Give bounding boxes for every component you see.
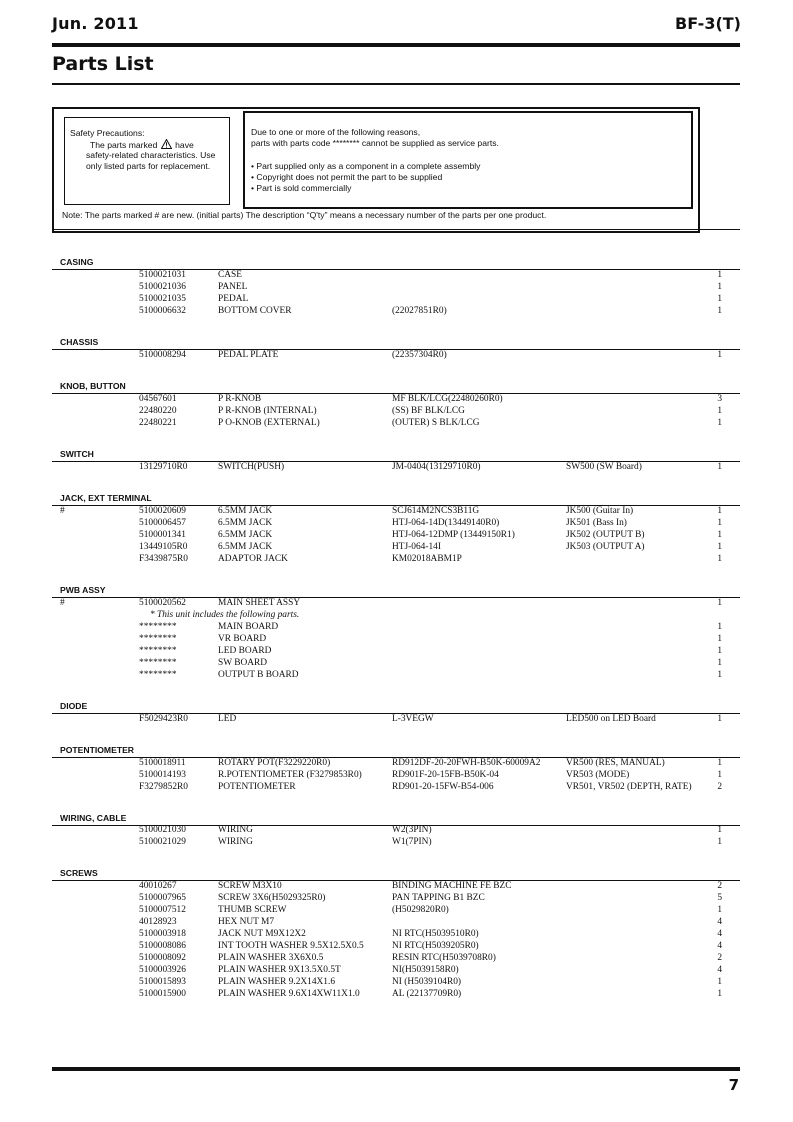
part-row	[0, 836, 793, 848]
part-description: PLAIN WASHER 9X13.5X0.5T	[218, 965, 341, 975]
part-row	[0, 940, 793, 952]
part-row	[0, 928, 793, 940]
part-code: 5100020609	[139, 506, 186, 516]
part-description: ADAPTOR JACK	[218, 554, 288, 564]
safety-title: Safety Precautions:	[70, 128, 145, 138]
part-row	[0, 657, 793, 669]
part-description: 6.5MM JACK	[218, 518, 273, 528]
part-quantity: 1	[717, 294, 722, 304]
part-code: 13129710R0	[139, 462, 188, 472]
part-code: ********	[139, 622, 177, 632]
part-spec: (OUTER) S BLK/LCG	[392, 418, 480, 428]
part-spec: NI RTC(H5039510R0)	[392, 929, 479, 939]
part-row	[0, 305, 793, 317]
title-rule	[52, 83, 740, 85]
part-code: 5100006457	[139, 518, 186, 528]
part-row	[0, 713, 793, 725]
new-parts-note: Note: The parts marked # are new. (initial parts) The description “Q'ty” means a necessary number of the parts per one product.	[62, 210, 547, 220]
part-description: PANEL	[218, 282, 248, 292]
part-description: P R-KNOB	[218, 394, 262, 404]
part-quantity: 4	[717, 941, 722, 951]
reasons-line-1: Due to one or more of the following reasons,	[251, 127, 421, 137]
part-location: SW500 (SW Board)	[566, 462, 642, 472]
part-code: 5100008092	[139, 953, 186, 963]
part-description: SCREW 3X6(H5029325R0)	[218, 893, 326, 903]
part-quantity: 1	[717, 530, 722, 540]
notice-box	[52, 107, 700, 233]
part-spec: SCJ614M2NCS3B11G	[392, 506, 480, 516]
header-rule	[52, 43, 740, 47]
part-row	[0, 669, 793, 681]
part-code: 5100003918	[139, 929, 186, 939]
part-row	[0, 880, 793, 892]
part-row	[0, 952, 793, 964]
part-code: ********	[139, 634, 177, 644]
part-quantity: 1	[717, 670, 722, 680]
part-code: 5100003926	[139, 965, 186, 975]
safety-line-2: safety-related characteristics. Use	[86, 150, 216, 160]
part-description: LED BOARD	[218, 646, 272, 656]
part-code: 5100021035	[139, 294, 186, 304]
part-row	[0, 417, 793, 429]
part-row	[0, 553, 793, 565]
part-spec: W1(7PIN)	[392, 837, 432, 847]
part-location: JK500 (Guitar In)	[566, 506, 634, 516]
section-title: SWITCH	[60, 449, 94, 459]
section-title: DIODE	[60, 701, 88, 711]
reason-item: • Part is sold commercially	[251, 183, 352, 193]
part-row	[0, 964, 793, 976]
section-title: KNOB, BUTTON	[60, 381, 126, 391]
new-part-mark: #	[60, 506, 65, 516]
reasons-list	[251, 161, 480, 194]
part-description: R.POTENTIOMETER (F3279853R0)	[218, 770, 362, 780]
page-number: 7	[728, 1076, 739, 1094]
part-description: 6.5MM JACK	[218, 506, 273, 516]
safety-line-1a: The parts marked	[90, 140, 158, 150]
part-spec: NI (H5039104R0)	[392, 977, 462, 987]
part-location: VR503 (MODE)	[566, 770, 630, 780]
part-spec: HTJ-064-14I	[392, 542, 441, 552]
part-description: PLAIN WASHER 3X6X0.5	[218, 953, 324, 963]
part-quantity: 3	[717, 394, 722, 404]
part-spec: HTJ-064-14D(13449140R0)	[392, 518, 500, 528]
part-spec: HTJ-064-12DMP (13449150R1)	[392, 530, 515, 540]
part-description: SW BOARD	[218, 658, 268, 668]
safety-line-1b: have	[175, 140, 194, 150]
part-code: 5100015893	[139, 977, 186, 987]
part-row	[0, 904, 793, 916]
part-spec: (H5029820R0)	[392, 905, 449, 915]
part-row	[0, 269, 793, 281]
part-row	[0, 349, 793, 361]
part-code: 22480220	[139, 406, 177, 416]
part-code: 5100007512	[139, 905, 186, 915]
part-spec: RD901-20-15FW-B54-006	[392, 782, 494, 792]
part-row	[0, 892, 793, 904]
part-code: 5100020562	[139, 598, 186, 608]
part-spec: (SS) BF BLK/LCG	[392, 406, 465, 416]
warning-triangle-icon	[161, 139, 172, 149]
part-location: JK503 (OUTPUT A)	[566, 542, 645, 552]
part-description: THUMB SCREW	[218, 905, 287, 915]
part-row	[0, 781, 793, 793]
part-description: WIRING	[218, 837, 253, 847]
part-quantity: 5	[717, 893, 722, 903]
part-row	[0, 757, 793, 769]
part-description: PEDAL PLATE	[218, 350, 279, 360]
part-description: CASE	[218, 270, 242, 280]
part-code: F3279852R0	[139, 782, 188, 792]
part-row	[0, 645, 793, 657]
part-spec: JM-0404(13129710R0)	[392, 462, 481, 472]
notice-rule	[52, 229, 740, 230]
part-description: WIRING	[218, 825, 253, 835]
part-row	[0, 393, 793, 405]
header-date: Jun. 2011	[52, 14, 139, 33]
part-description: ROTARY POT(F3229220R0)	[218, 758, 331, 768]
part-row	[0, 916, 793, 928]
part-spec: (22357304R0)	[392, 350, 447, 360]
part-row	[0, 609, 793, 621]
part-code: 5100021031	[139, 270, 186, 280]
part-quantity: 1	[717, 634, 722, 644]
part-quantity: 1	[717, 542, 722, 552]
part-code: 5100007965	[139, 893, 186, 903]
part-spec: PAN TAPPING B1 BZC	[392, 893, 485, 903]
part-description: JACK NUT M9X12X2	[218, 929, 306, 939]
part-description: MAIN BOARD	[218, 622, 279, 632]
part-row	[0, 281, 793, 293]
part-description: SWITCH(PUSH)	[218, 462, 285, 472]
part-quantity: 1	[717, 977, 722, 987]
part-quantity: 1	[717, 350, 722, 360]
section-title: POTENTIOMETER	[60, 745, 135, 755]
section-title: JACK, EXT TERMINAL	[60, 493, 152, 503]
part-description: PLAIN WASHER 9.2X14X1.6	[218, 977, 336, 987]
part-row	[0, 517, 793, 529]
part-row	[0, 597, 793, 609]
part-quantity: 1	[717, 905, 722, 915]
part-description: MAIN SHEET ASSY	[218, 598, 301, 608]
part-description: SCREW M3X10	[218, 881, 282, 891]
part-description: INT TOOTH WASHER 9.5X12.5X0.5	[218, 941, 364, 951]
part-row	[0, 461, 793, 473]
reasons-box	[243, 111, 693, 209]
part-code: F3439875R0	[139, 554, 188, 564]
part-quantity: 1	[717, 270, 722, 280]
part-code: 04567601	[139, 394, 177, 404]
part-quantity: 4	[717, 965, 722, 975]
new-part-mark: #	[60, 598, 65, 608]
part-code: 5100015900	[139, 989, 186, 999]
part-quantity: 1	[717, 518, 722, 528]
part-quantity: 2	[717, 881, 722, 891]
part-code: 5100006632	[139, 306, 186, 316]
part-quantity: 1	[717, 462, 722, 472]
part-quantity: 1	[717, 306, 722, 316]
section-title: PWB ASSY	[60, 585, 106, 595]
part-row	[0, 541, 793, 553]
reasons-line-2: parts with parts code ******** cannot be supplied as service parts.	[251, 138, 499, 148]
reason-item: • Copyright does not permit the part to be supplied	[251, 172, 443, 182]
part-row	[0, 976, 793, 988]
part-row	[0, 621, 793, 633]
part-location: LED500 on LED Board	[566, 714, 656, 724]
part-spec: RESIN RTC(H5039708R0)	[392, 953, 496, 963]
part-location: JK502 (OUTPUT B)	[566, 530, 645, 540]
part-spec: KM02018ABM1P	[392, 554, 462, 564]
part-row	[0, 505, 793, 517]
part-row	[0, 824, 793, 836]
safety-line-3: only listed parts for replacement.	[86, 161, 211, 171]
part-quantity: 1	[717, 406, 722, 416]
part-description: LED	[218, 714, 237, 724]
part-spec: (22027851R0)	[392, 306, 447, 316]
part-quantity: 4	[717, 917, 722, 927]
part-description: VR BOARD	[218, 634, 267, 644]
part-quantity: 1	[717, 989, 722, 999]
part-quantity: 1	[717, 282, 722, 292]
part-description: P O-KNOB (EXTERNAL)	[218, 418, 320, 428]
part-code: ********	[139, 646, 177, 656]
part-description: PEDAL	[218, 294, 249, 304]
part-quantity: 4	[717, 929, 722, 939]
part-description: OUTPUT B BOARD	[218, 670, 299, 680]
part-quantity: 1	[717, 758, 722, 768]
page-title: Parts List	[52, 53, 154, 75]
part-quantity: 1	[717, 598, 722, 608]
part-code: 5100008294	[139, 350, 186, 360]
part-spec: AL (22137709R0)	[392, 989, 462, 999]
part-code: F5029423R0	[139, 714, 188, 724]
part-description: 6.5MM JACK	[218, 542, 273, 552]
part-quantity: 1	[717, 506, 722, 516]
part-quantity: 2	[717, 782, 722, 792]
footer-rule	[52, 1067, 740, 1071]
part-quantity: 1	[717, 658, 722, 668]
section-title: SCREWS	[60, 868, 98, 878]
part-description: POTENTIOMETER	[218, 782, 296, 792]
part-location: VR500 (RES, MANUAL)	[566, 758, 665, 768]
part-row	[0, 988, 793, 1000]
part-code: ********	[139, 658, 177, 668]
part-row	[0, 293, 793, 305]
safety-box	[64, 117, 230, 205]
part-spec: RD912DF-20-20FWH-B50K-60009A2	[392, 758, 541, 768]
part-code: 40128923	[139, 917, 177, 927]
header-model: BF-3(T)	[675, 14, 741, 33]
part-row	[0, 405, 793, 417]
part-quantity: 1	[717, 418, 722, 428]
section-title: CASING	[60, 257, 94, 267]
part-spec: RD901F-20-15FB-B50K-04	[392, 770, 499, 780]
part-row	[0, 633, 793, 645]
part-quantity: 1	[717, 554, 722, 564]
part-spec: W2(3PIN)	[392, 825, 432, 835]
part-code: 40010267	[139, 881, 177, 891]
part-code: 5100021030	[139, 825, 186, 835]
part-description: HEX NUT M7	[218, 917, 275, 927]
part-code: 5100014193	[139, 770, 186, 780]
part-row	[0, 769, 793, 781]
part-code: 5100018911	[139, 758, 186, 768]
part-quantity: 1	[717, 837, 722, 847]
part-code: 13449105R0	[139, 542, 188, 552]
part-spec: BINDING MACHINE FE BZC	[392, 881, 512, 891]
part-description: PLAIN WASHER 9.6X14XW11X1.0	[218, 989, 360, 999]
part-spec: L-3VEGW	[392, 714, 434, 724]
part-quantity: 2	[717, 953, 722, 963]
part-quantity: 1	[717, 825, 722, 835]
part-description: 6.5MM JACK	[218, 530, 273, 540]
safety-lines	[86, 150, 230, 172]
part-location: JK501 (Bass In)	[566, 518, 627, 528]
part-code: 5100001341	[139, 530, 186, 540]
part-spec: NI(H5039158R0)	[392, 965, 459, 975]
part-code: 22480221	[139, 418, 177, 428]
part-location: VR501, VR502 (DEPTH, RATE)	[566, 782, 692, 792]
section-title: CHASSIS	[60, 337, 99, 347]
assembly-note: * This unit includes the following parts.	[150, 610, 300, 620]
part-description: BOTTOM COVER	[218, 306, 292, 316]
reason-item: • Part supplied only as a component in a complete assembly	[251, 161, 481, 171]
part-quantity: 1	[717, 714, 722, 724]
part-quantity: 1	[717, 770, 722, 780]
part-quantity: 1	[717, 646, 722, 656]
part-description: P R-KNOB (INTERNAL)	[218, 406, 317, 416]
part-row	[0, 529, 793, 541]
section-title: WIRING, CABLE	[60, 813, 127, 823]
part-code: ********	[139, 670, 177, 680]
part-quantity: 1	[717, 622, 722, 632]
part-spec: MF BLK/LCG(22480260R0)	[392, 394, 503, 404]
part-spec: NI RTC(H5039205R0)	[392, 941, 479, 951]
part-code: 5100021036	[139, 282, 186, 292]
part-code: 5100008086	[139, 941, 186, 951]
part-code: 5100021029	[139, 837, 186, 847]
